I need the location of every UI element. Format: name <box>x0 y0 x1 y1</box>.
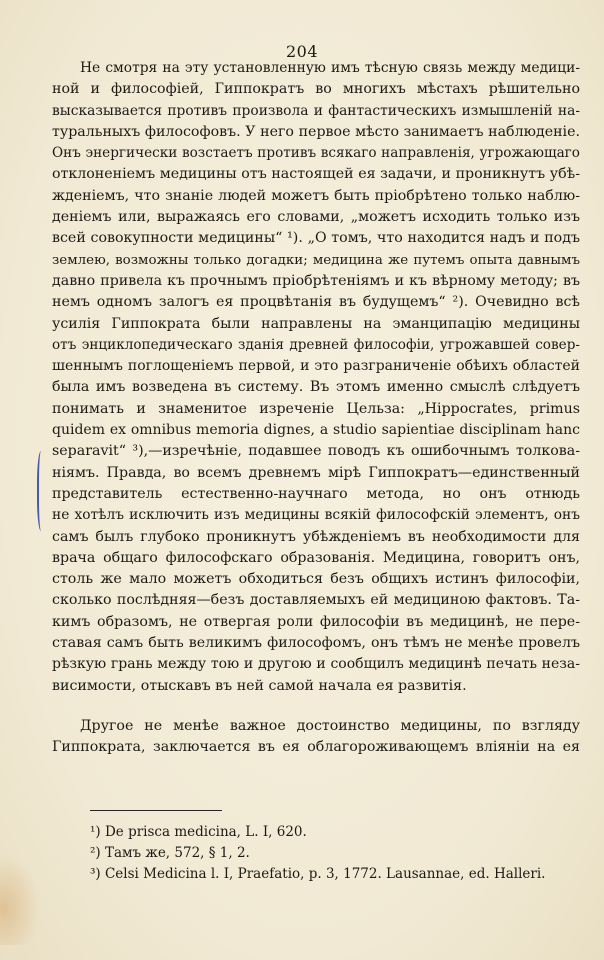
footnotes <box>90 822 570 885</box>
text-line: рѣзкую грань между тою и другою и сообщилъ медицинѣ печать неза- <box>52 656 580 673</box>
page-number: 204 <box>285 42 319 61</box>
text-line: деніемъ или, выражаясь его словами, „можетъ исходить только изъ <box>52 209 580 226</box>
text-line: всей совокупности медицины“ ¹). „О томъ, что находится надъ и подъ <box>52 230 580 247</box>
paragraph-gap <box>52 697 580 716</box>
text-line: separavit“ ³),—изречѣніе, подавшее поводъ къ ошибочнымъ толкова- <box>52 443 580 460</box>
text-line: жденіемъ, что знаніе людей можетъ быть пріобрѣтено только наблю- <box>52 187 580 204</box>
text-line: столь же мало можетъ обходиться безъ общихъ истинъ философіи, <box>52 571 580 588</box>
text-line: представитель естественно-научнаго метода, но онъ отнюдь <box>52 485 580 502</box>
paper-stain <box>0 855 40 945</box>
text-line: была имъ возведена въ систему. Въ этомъ именно смыслѣ слѣдуетъ <box>52 379 580 396</box>
text-line: Не смотря на эту установленную имъ тѣсную связь между медици- <box>80 60 580 76</box>
pencil-margin-mark <box>37 451 47 531</box>
footnote-rule <box>90 810 222 811</box>
text-line: усилія Гиппократа были направлены на эманципацію медицины <box>52 315 580 332</box>
text-line: висимости, отыскавъ въ ней самой начала ея развитія. <box>52 677 467 694</box>
text-line: врача общаго философскаго образованія. Медицина, говоритъ онъ, <box>52 549 580 566</box>
text-line: понимать и знаменитое изреченіе Цельза: „Hippocrates, primus <box>52 400 580 417</box>
text-line: сколько послѣдняя—безъ доставляемыхъ ей медициною фактовъ. Та- <box>52 592 580 609</box>
text-line: Другое не менѣе важное достоинство медицины, по взгляду <box>80 717 580 734</box>
text-line: самъ былъ глубоко проникнутъ убѣжденіемъ въ необходимости для <box>52 528 580 545</box>
text-line: ной и философіей, Гиппократъ во многихъ мѣстахъ рѣшительно <box>52 81 580 98</box>
text-line: немъ одномъ залогъ ея процвѣтанія въ будущемъ“ ²). Очевидно всѣ <box>52 294 580 311</box>
footnote: ³) Celsi Medicina l. I, Praefatio, p. 3, 1772. Lausannae, ed. Halleri. <box>90 866 546 882</box>
paragraph <box>52 716 580 759</box>
text-line: Гиппократа, заключается въ ея облагороживающемъ вліяніи на ея <box>52 739 580 756</box>
paragraph <box>52 58 580 697</box>
text-line: ніямъ. Правда, во всемъ древнемъ мірѣ Гиппократъ—единственный <box>52 464 580 481</box>
text-line: Онъ энергически возстаетъ противъ всякаго направленія, угрожающаго <box>52 145 580 162</box>
text-line: quidem ex omnibus memoria dignes, a studio sapientiae disciplinam hanc <box>52 422 580 439</box>
main-text <box>52 58 580 759</box>
text-line: высказывается противъ произвола и фантастическихъ измышленій на- <box>52 102 580 119</box>
text-line: шеннымъ поглощеніемъ первой, и это разграниченіе обѣихъ областей <box>52 358 580 375</box>
text-line: отъ энциклопедическаго зданія древней философіи, угрожавшей совер- <box>52 336 580 353</box>
text-line: не хотѣлъ исключить изъ медицины всякій философскій элементъ, онъ <box>52 507 580 524</box>
text-line: туральныхъ философовъ. У него первое мѣсто занимаетъ наблюденіе. <box>52 123 580 140</box>
text-line: отклоненіемъ медицины отъ настоящей ея задачи, и проникнутъ убѣ- <box>52 166 580 183</box>
text-line: кимъ образомъ, не отвергая роли философіи въ медицинѣ, не пере- <box>52 613 580 630</box>
footnote: ¹) De prisca medicina, L. I, 620. <box>90 824 307 840</box>
text-line: ставая самъ быть великимъ философомъ, онъ тѣмъ не менѣе провелъ <box>52 635 580 652</box>
footnote: ²) Тамъ же, 572, § 1, 2. <box>90 845 250 861</box>
text-line: землею, возможны только догадки; медицина же путемъ опыта давнымъ <box>52 252 580 268</box>
text-line: давно привела къ прочнымъ пріобрѣтеніямъ и къ вѣрному методу; въ <box>52 272 580 289</box>
